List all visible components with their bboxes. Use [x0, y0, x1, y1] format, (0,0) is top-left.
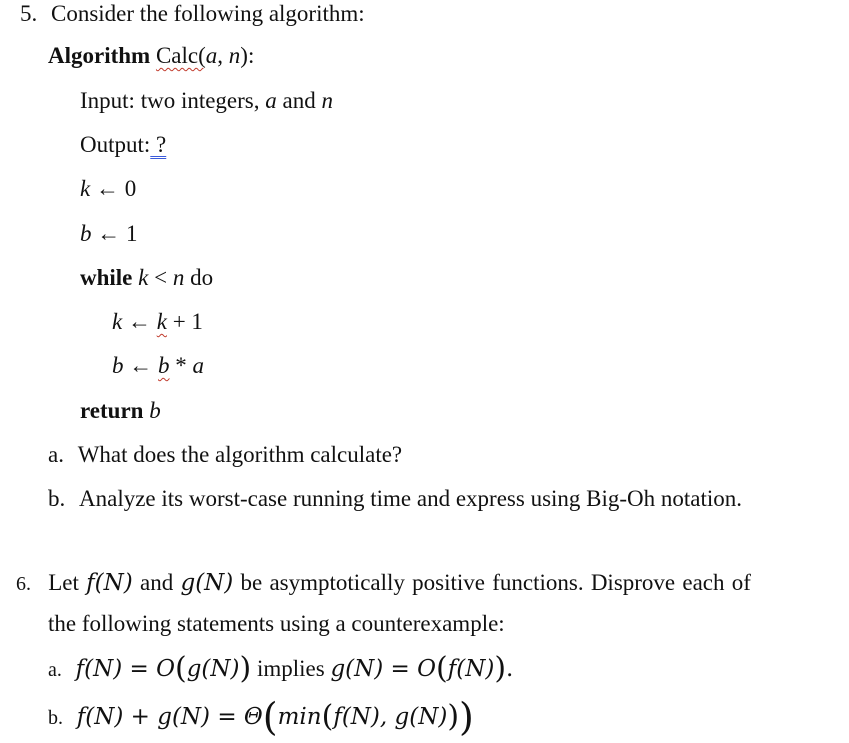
q6-sub-b-min: min — [277, 704, 322, 730]
algorithm-header — [48, 42, 254, 70]
return-line — [80, 397, 161, 425]
input-and: and — [276, 88, 322, 113]
assign-arrow: ← — [122, 309, 157, 334]
q6-line1 — [16, 569, 751, 598]
paren-open: ( — [321, 699, 334, 734]
init-k-line — [80, 175, 136, 203]
init-b-var: b — [80, 221, 92, 246]
loop-b-ref: b — [158, 353, 170, 378]
loop-b-line — [112, 352, 204, 380]
q6-and: and — [132, 570, 181, 595]
loop-k-rest: + 1 — [166, 309, 203, 334]
assign-arrow: ← — [90, 176, 125, 201]
q5-sub-b-label: b. — [48, 486, 66, 511]
algorithm-name: Calc — [155, 43, 199, 68]
paren-close: ) — [494, 651, 507, 686]
assign-arrow: ← — [123, 353, 158, 378]
q6-g-of-n: g(N) — [180, 570, 234, 596]
q6-number: 6. — [16, 573, 31, 595]
output-label: Output: — [80, 132, 151, 157]
algorithm-paren-open: ( — [198, 43, 206, 68]
q6-let: Let — [48, 570, 87, 595]
input-line — [80, 87, 333, 115]
q5-sub-a-text: What does the algorithm calculate? — [77, 442, 403, 467]
q6-sub-a-arg: g(N) — [186, 656, 240, 682]
algorithm-param-n: n — [228, 43, 241, 68]
q6-sub-a-implies: implies — [251, 656, 331, 681]
q6-sub-b-args: f(N), g(N) — [333, 704, 448, 730]
q5-prompt: Consider the following algorithm: — [51, 1, 365, 26]
q6-line2 — [48, 610, 505, 638]
algorithm-param-a: a — [205, 43, 218, 68]
q6-sub-b-expr — [76, 695, 474, 739]
q6-sub-a-arg2: f(N) — [447, 656, 495, 682]
q6-sub-b-lhs: f(N) + g(N) = Θ — [76, 704, 263, 730]
paren-close: ) — [239, 651, 252, 686]
algorithm-comma: , — [217, 43, 229, 68]
assign-arrow: ← — [91, 221, 126, 246]
loop-b-var: b — [112, 353, 124, 378]
while-keyword: while — [80, 265, 133, 290]
loop-k-ref: k — [156, 309, 167, 334]
return-keyword: return — [80, 398, 144, 423]
while-line — [80, 264, 213, 292]
q5-sub-a — [48, 441, 402, 469]
while-do: do — [184, 265, 214, 290]
q6-sub-a-label: a. — [48, 659, 62, 681]
q6-sub-b — [48, 695, 474, 739]
output-value: ? — [150, 132, 167, 157]
while-k: k — [138, 265, 149, 290]
paren-open: ( — [436, 651, 448, 686]
while-lt: < — [148, 265, 173, 290]
q6-sub-a — [48, 651, 514, 686]
init-k-val: 0 — [124, 176, 137, 201]
q6-sub-a-end: . — [506, 656, 514, 682]
algorithm-paren-close: ): — [240, 43, 255, 68]
q5-sub-a-label: a. — [48, 442, 64, 467]
loop-k-line — [112, 308, 203, 336]
q5-sub-b — [48, 485, 742, 513]
loop-b-a: a — [192, 353, 204, 378]
q6-sub-a-lhs: f(N) = O — [75, 656, 175, 682]
q5-heading — [20, 0, 365, 28]
paren-open: ( — [174, 651, 187, 686]
input-label: Input: two integers, — [80, 88, 266, 113]
init-b-line — [80, 220, 138, 248]
loop-k-var: k — [112, 309, 123, 334]
q6-sub-a-rhs: g(N) = O — [330, 656, 436, 682]
paren-close: ) — [447, 699, 460, 734]
q5-sub-b-text: Analyze its worst-case running time and express using Big-Oh notation. — [79, 486, 743, 511]
input-n: n — [321, 88, 333, 113]
q6-rest-line1: be asymptotically positive functions. Disprove each of — [233, 570, 751, 595]
q5-number: 5. — [20, 1, 38, 26]
output-line — [80, 131, 166, 159]
return-var: b — [149, 398, 161, 423]
q6-sub-a-lhs-wrap — [75, 651, 252, 686]
init-k-var: k — [80, 176, 91, 201]
q6-sub-a-rhs-wrap — [330, 651, 514, 686]
algorithm-keyword: Algorithm — [48, 43, 151, 68]
init-b-val: 1 — [126, 221, 138, 246]
q6-f-of-n: f(N) — [86, 570, 133, 596]
q6-sub-b-label: b. — [48, 707, 63, 729]
paren-open: ( — [262, 695, 278, 739]
input-a: a — [265, 88, 277, 113]
while-n: n — [172, 265, 185, 290]
q6-text-line2: the following statements using a counterexample: — [48, 611, 505, 636]
loop-b-op: * — [169, 353, 193, 378]
paren-close: ) — [459, 695, 474, 739]
